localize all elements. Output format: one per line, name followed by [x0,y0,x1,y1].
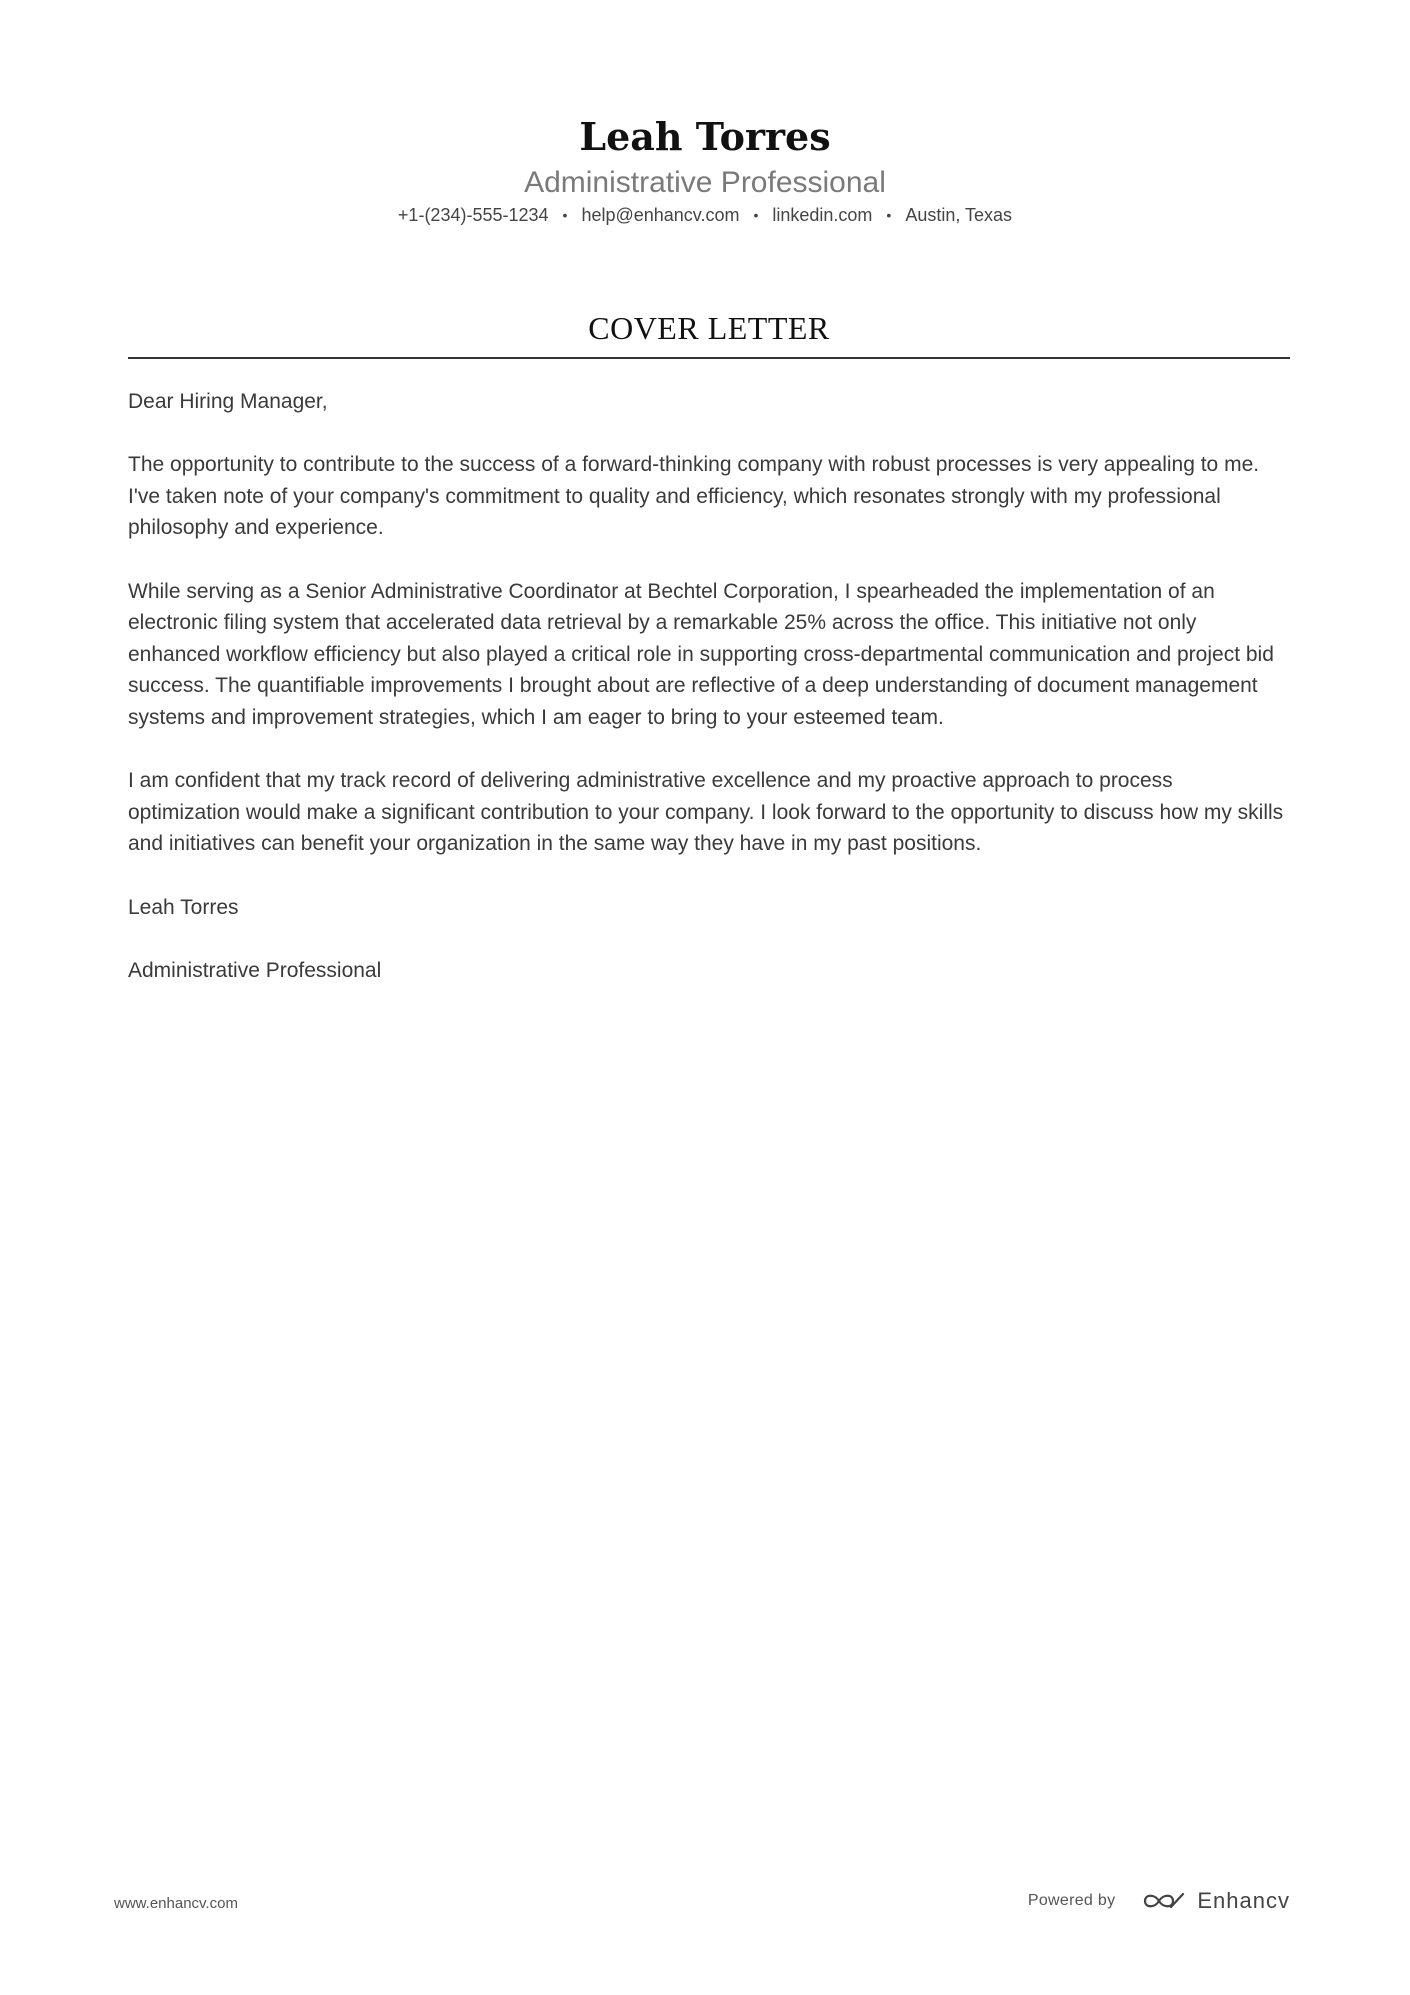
applicant-title: Administrative Professional [524,166,886,199]
section-divider [128,357,1290,359]
contact-location: Austin, Texas [905,205,1013,225]
applicant-name: Leah Torres [579,114,831,159]
signature-title: Administrative Professional [128,958,382,982]
contact-email: help@enhancv.com [581,205,740,225]
contact-phone: +1-(234)-555-1234 [397,205,549,225]
contact-line [0,202,1410,228]
contact-linkedin: linkedin.com [772,205,873,225]
enhancv-logo-icon [1141,1890,1187,1912]
letter-paragraph: The opportunity to contribute to the success of a forward-thinking company with robust processes is very appealing to me. I've taken note of your company's commitment to quality and efficiency, which resonates strongly with my professional philosophy and experience. [128,453,1260,540]
brand-name: Enhancv [1197,1888,1290,1913]
section-title: COVER LETTER [588,310,830,346]
brand-logo [1141,1888,1290,1914]
signature-name: Leah Torres [128,895,239,919]
letter-salutation: Dear Hiring Manager, [128,390,328,413]
contact-separator: • [753,207,759,223]
letter-body [128,386,1290,1018]
powered-by-label: Powered by [1027,1892,1116,1909]
footer-branding [1028,1888,1290,1914]
resume-header [0,112,1410,228]
letter-paragraph: I am confident that my track record of delivering administrative excellence and my proactive approach to process optimization would make a significant contribution to your company. I look forward to the opportunity to discuss how my skills and initiatives can benefit your organization in the same way they have in my past positions. [128,769,1284,856]
contact-separator: • [562,207,568,223]
letter-paragraph: While serving as a Senior Administrative Coordinator at Bechtel Corporation, I spearheaded the implementation of an electronic filing system that accelerated data retrieval by a remarkable 25% across the office. This initiative not only enhanced workflow efficiency but also played a critical role in supporting cross-departmental communication and project bid success. The quantifiable improvements I brought about are reflective of a deep understanding of document management systems and improvement strategies, which I am eager to bring to your esteemed team. [128,579,1274,729]
footer-website: www.enhancv.com [114,1895,238,1912]
contact-separator: • [886,207,892,223]
